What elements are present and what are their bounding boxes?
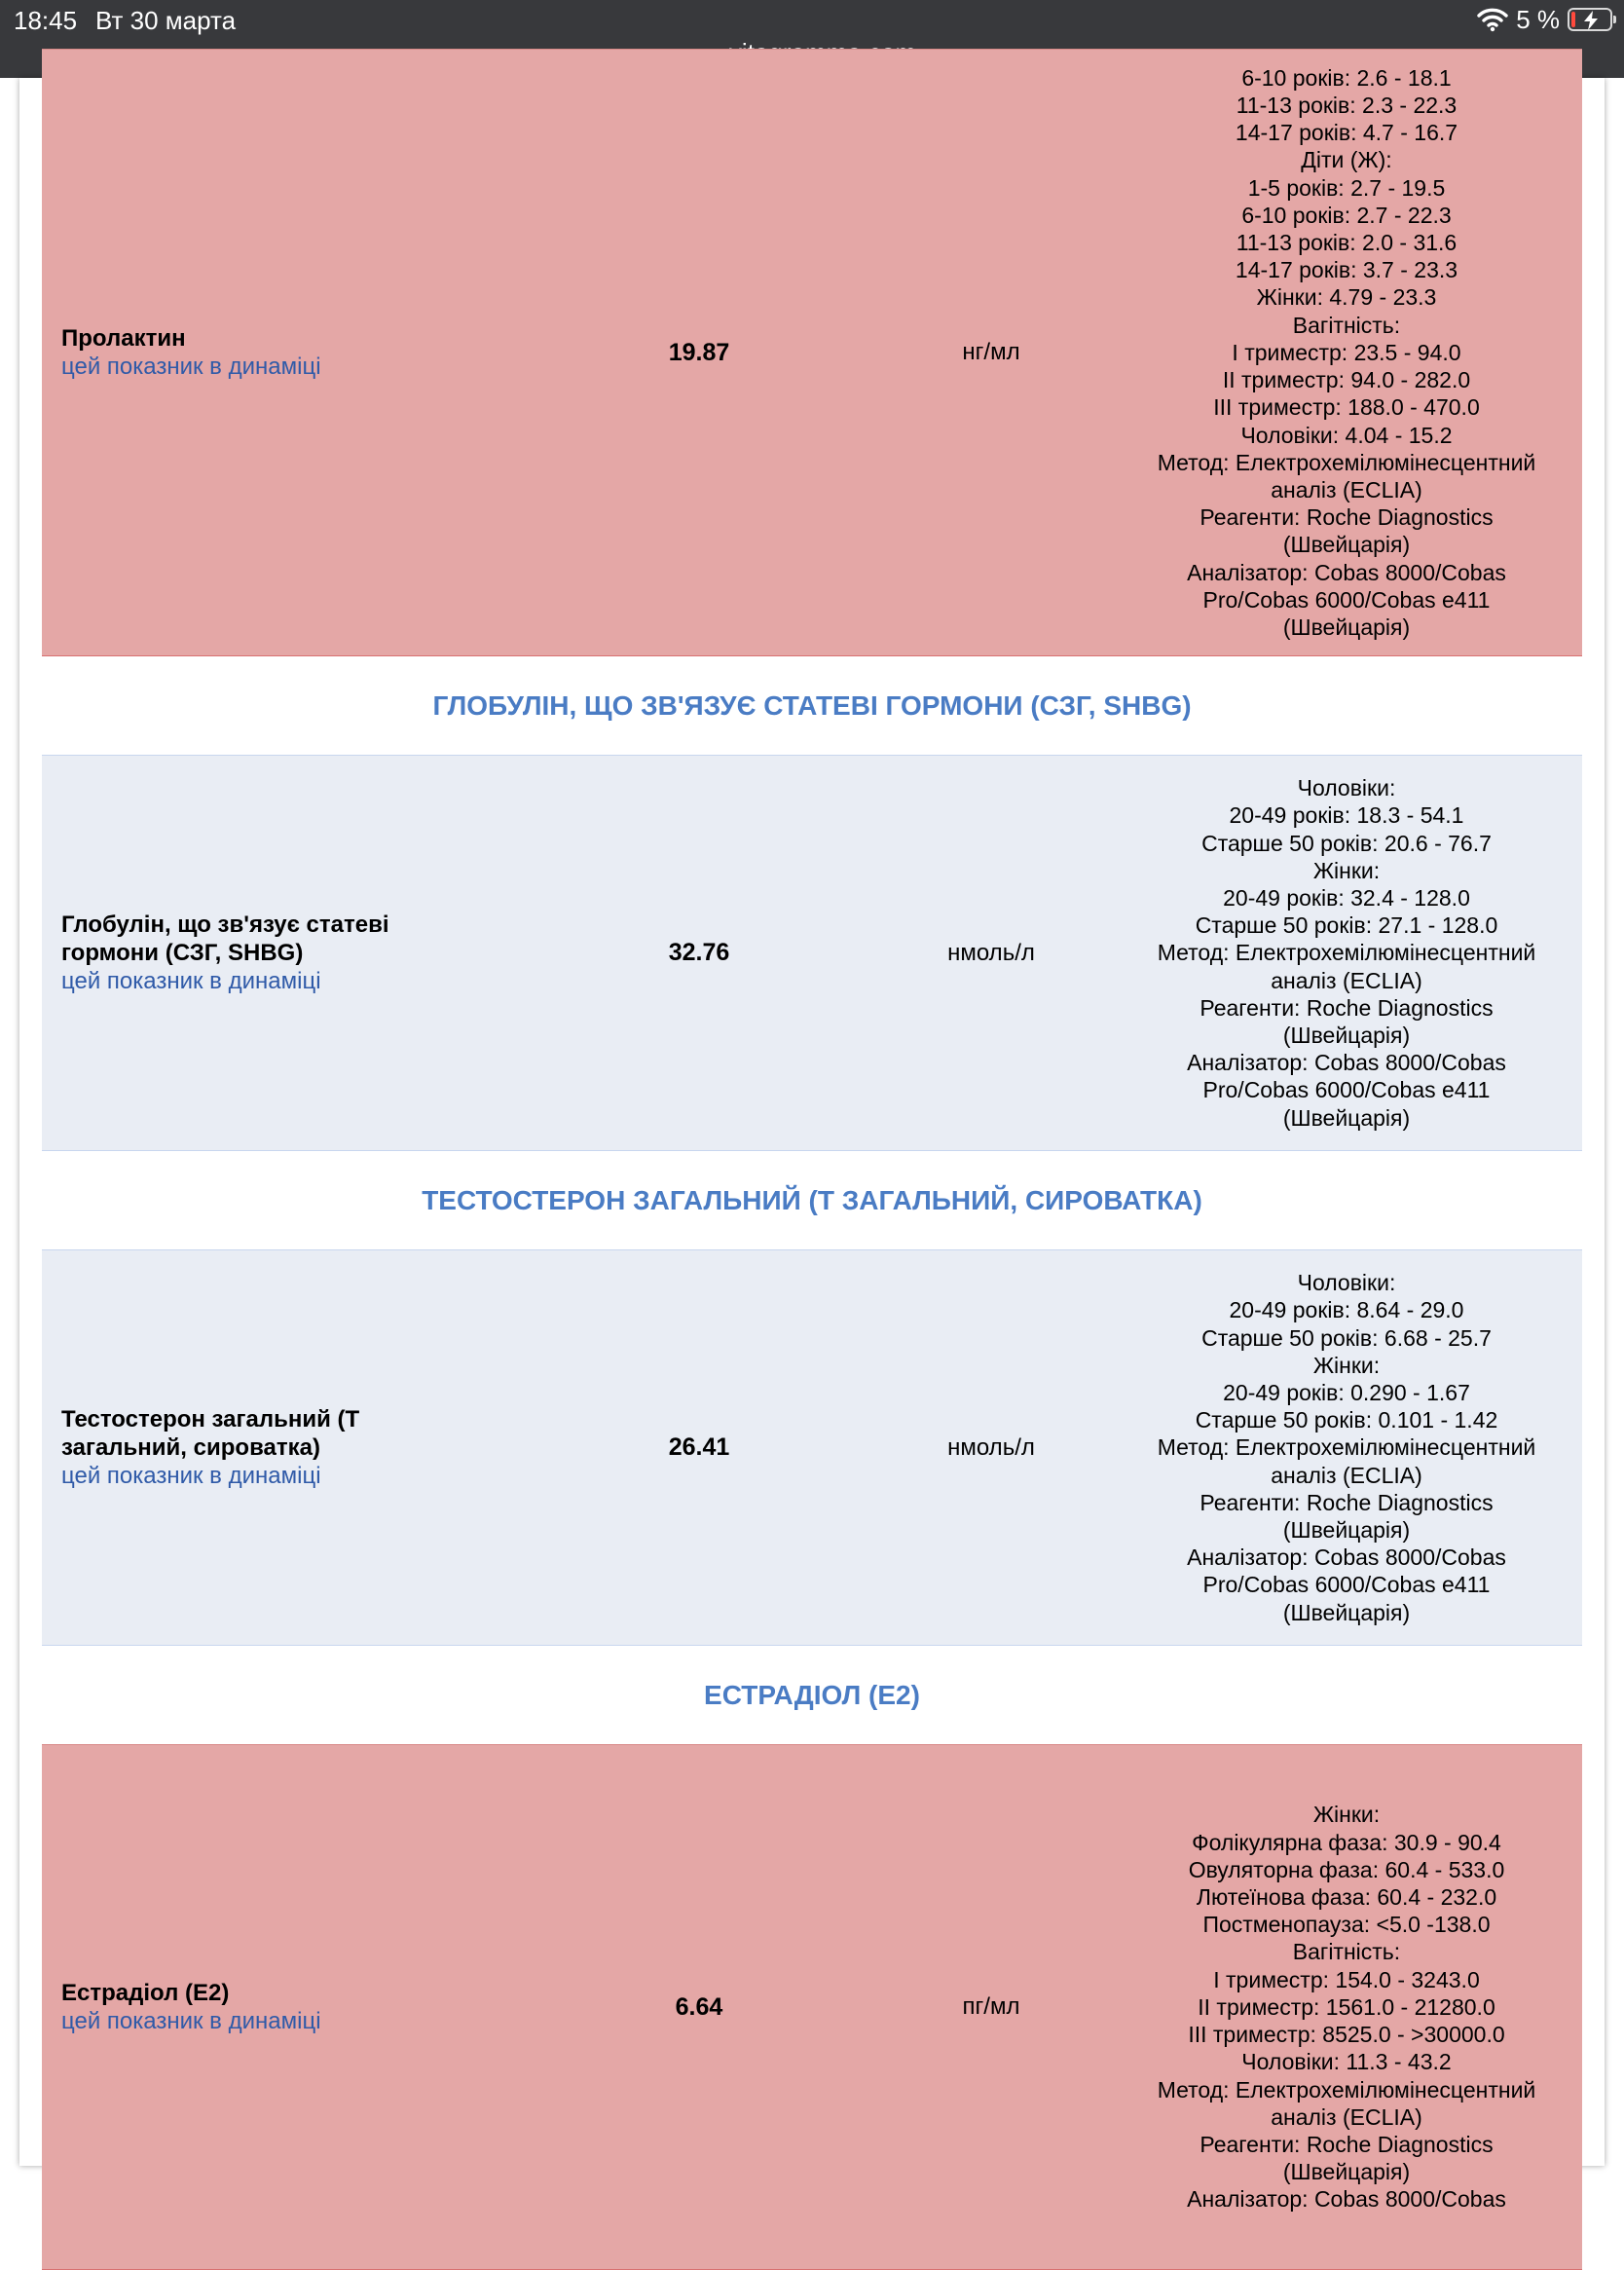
- battery-percent: 5 %: [1516, 4, 1560, 34]
- reference-range: Жінки: Фолікулярна фаза: 30.9 - 90.4 Овуляторна фаза: 60.4 - 533.0 Лютеїнова фаза: 60.4 - 232.0 Постменопауза: <5.0 -138.0 Вагітність: I триместр: 154.0 - 3243.0 II триместр: 1561.0 - 21280.0 III триместр: 8525.0 - >30000.0 Чоловіки: 11.3 - 43.2 Метод: Електрохемілюмінесцентний аналіз (ECLIA) Реагенти: Roche Diagnostics (Швейцарія) Аналізатор: Cobas 8000/Cobas: [1157, 1802, 1536, 2213]
- result-row-estradiol: [42, 1744, 1582, 2270]
- page-viewport[interactable]: [0, 64, 1624, 2213]
- row-name-block: [61, 911, 389, 995]
- result-row-testosterone: [42, 1249, 1582, 1646]
- dynamics-link[interactable]: цей показник в динаміці: [61, 354, 321, 380]
- dynamics-link[interactable]: цей показник в динаміці: [61, 1463, 321, 1489]
- result-unit: нмоль/л: [947, 1433, 1035, 1461]
- result-unit: нмоль/л: [947, 939, 1035, 966]
- result-row-prolactin: [42, 49, 1582, 656]
- result-row-shbg: [42, 755, 1582, 1151]
- result-name: Пролактин: [61, 325, 186, 352]
- status-right-group: [1477, 4, 1612, 35]
- result-unit: пг/мл: [962, 1993, 1020, 2020]
- row-name-block: [61, 1979, 321, 2035]
- status-time: 18:45: [14, 6, 78, 35]
- battery-icon: [1568, 8, 1612, 31]
- wifi-icon: [1477, 7, 1508, 32]
- section-heading-testosterone: ТЕСТОСТЕРОН ЗАГАЛЬНИЙ (Т ЗАГАЛЬНИЙ, СИРОВАТКА): [422, 1185, 1202, 1215]
- dynamics-link[interactable]: цей показник в динаміці: [61, 968, 321, 994]
- reference-range: Чоловіки: 20-49 років: 18.3 - 54.1 Старше 50 років: 20.6 - 76.7 Жінки: 20-49 років: 32.4 - 128.0 Старше 50 років: 27.1 - 128.0 Метод: Електрохемілюмінесцентний аналіз (ECLIA) Реагенти: Roche Diagnostics (Швейцарія) Аналізатор: Cobas 8000/Cobas Pro/Cobas 6000/Cobas e411 (Швейцарія): [1157, 775, 1536, 1131]
- result-value: 26.41: [668, 1433, 730, 1461]
- section-heading-shbg: ГЛОБУЛІН, ЩО ЗВ'ЯЗУЄ СТАТЕВІ ГОРМОНИ (СЗГ, SHBG): [432, 690, 1192, 721]
- result-value: 32.76: [668, 939, 730, 966]
- row-name-block: [61, 1405, 359, 1490]
- result-value: 19.87: [668, 338, 730, 366]
- results-sheet: [19, 64, 1605, 2213]
- dynamics-link[interactable]: цей показник в динаміці: [61, 2008, 321, 2034]
- row-name-block: [61, 324, 321, 381]
- result-value: 6.64: [675, 1992, 723, 2021]
- result-name: Тестостерон загальний (Т загальний, сироватка): [61, 1406, 360, 1461]
- reference-range: 6-10 років: 2.6 - 18.1 11-13 років: 2.3 - 22.3 14-17 років: 4.7 - 16.7 Діти (Ж): 1-5 років: 2.7 - 19.5 6-10 років: 2.7 - 22.3 11-13 років: 2.0 - 31.6 14-17 років: 3.7 - 23.3 Жінки: 4.79 - 23.3 Вагітність: I триместр: 23.5 - 94.0 II триместр: 94.0 - 282.0 III триместр: 188.0 - 470.0 Чоловіки: 4.04 - 15.2 Метод: Електрохемілюмінесцентний аналіз (ECLIA) Реагенти: Roche Diagnostics (Швейцарія) Аналізатор: Cobas 8000/Cobas Pro/Cobas 6000/Cobas e411 (Швейцарія): [1157, 64, 1536, 640]
- reference-range: Чоловіки: 20-49 років: 8.64 - 29.0 Старше 50 років: 6.68 - 25.7 Жінки: 20-49 років: 0.290 - 1.67 Старше 50 років: 0.101 - 1.42 Метод: Електрохемілюмінесцентний аналіз (ECLIA) Реагенти: Roche Diagnostics (Швейцарія) Аналізатор: Cobas 8000/Cobas Pro/Cobas 6000/Cobas e411 (Швейцарія): [1157, 1270, 1536, 1625]
- section-heading-estradiol: ЕСТРАДІОЛ (Е2): [704, 1680, 920, 1710]
- result-name: Естрадіол (Е2): [61, 1980, 230, 2006]
- result-unit: нг/мл: [962, 339, 1020, 365]
- status-date: Вт 30 марта: [95, 6, 237, 35]
- result-name: Глобулін, що зв'язує статеві гормони (СЗГ, SHBG): [61, 912, 389, 966]
